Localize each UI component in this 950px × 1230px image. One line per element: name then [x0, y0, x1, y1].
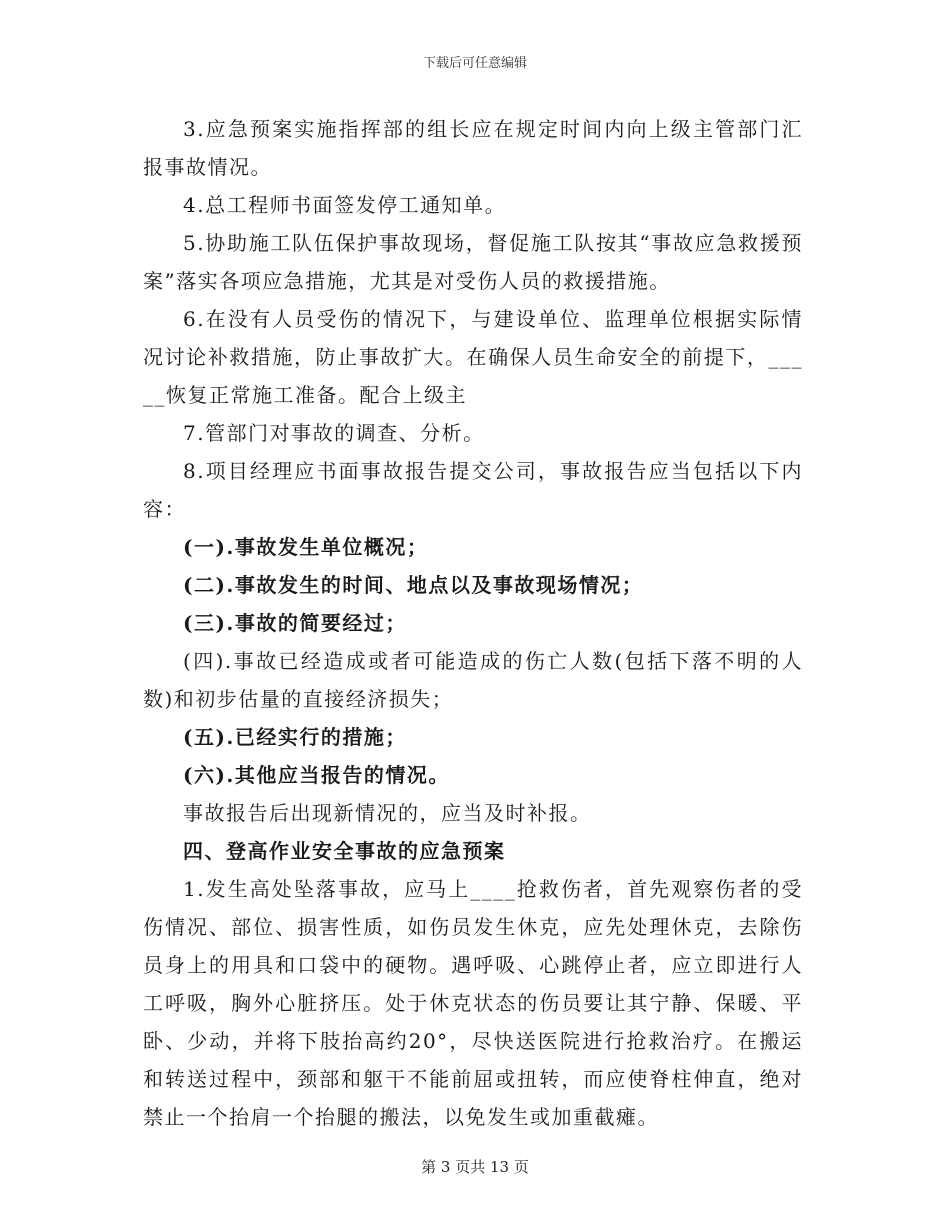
paragraph: 4.总工程师书面签发停工通知单。: [183, 193, 507, 217]
list-item: (五).已经实行的措施；: [183, 725, 407, 749]
page-header: 下载后可任意编辑: [422, 56, 527, 71]
list-item: (二).事故发生的时间、地点以及事故现场情况；: [183, 573, 644, 597]
paragraph: 7.管部门对事故的调查、分析。: [183, 421, 485, 445]
paragraph: 事故报告后出现新情况的，应当及时补报。: [183, 801, 592, 825]
paragraph: 6.在没有人员受伤的情况下，与建设单位、监理单位根据实际情况讨论补救措施，防止事故扩大。在确保人员生命安全的前提下，_____恢复正常施工准备。配合上级主: [143, 307, 803, 407]
list-item: (四).事故已经造成或者可能造成的伤亡人数(包括下落不明的人数)和初步估量的直接经济损失；: [143, 649, 803, 711]
list-item: (六).其他应当报告的情况。: [183, 763, 450, 787]
paragraph: 3.应急预案实施指挥部的组长应在规定时间内向上级主管部门汇报事故情况。: [143, 117, 803, 179]
section-heading: 四、登高作业安全事故的应急预案: [183, 839, 506, 863]
list-item: (三).事故的简要经过；: [183, 611, 407, 635]
page-footer: 第 3 页共 13 页: [421, 1158, 529, 1176]
paragraph: 1.发生高处坠落事故，应马上____抢救伤者，首先观察伤者的受伤情况、部位、损害性质，如伤员发生休克，应先处理休克，去除伤员身上的用具和口袋中的硬物。遇呼吸、心跳停止者，应立即进行人工呼吸，胸外心脏挤压。处于休克状态的伤员要让其宁静、保暖、平卧、少动，并将下肢抬高约20°，尽快送医院进行抢救治疗。在搬运和转送过程中，颈部和躯干不能前屈或扭转，而应使脊柱伸直，绝对禁止一个抬肩一个抬腿的搬法，以免发生或加重截瘫。: [143, 877, 803, 1129]
paragraph: 5.协助施工队伍保护事故现场，督促施工队按其“事故应急救援预案”落实各项应急措施，尤其是对受伤人员的救援措施。: [143, 231, 803, 293]
list-item: (一).事故发生单位概况；: [183, 535, 429, 559]
paragraph: 8.项目经理应书面事故报告提交公司，事故报告应当包括以下内容：: [143, 459, 803, 521]
document-body: [143, 110, 803, 1136]
